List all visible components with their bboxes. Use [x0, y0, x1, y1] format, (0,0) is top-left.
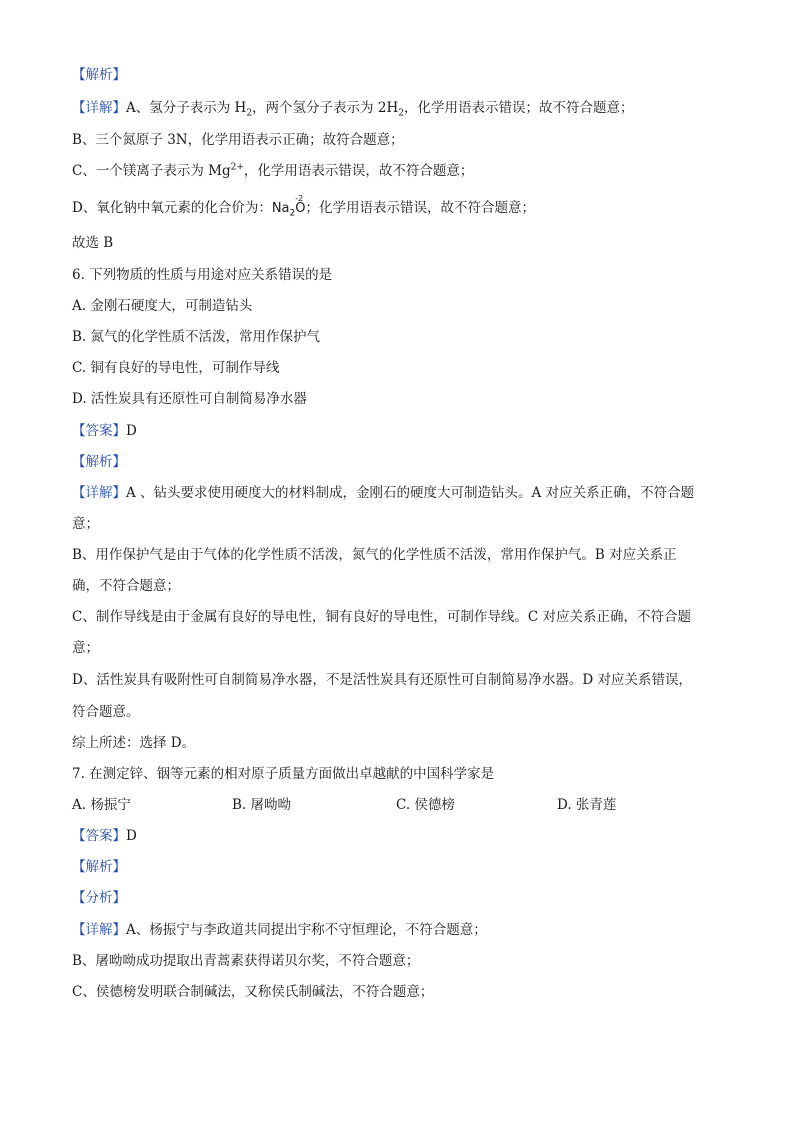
question-6-option-c: C. 铜有良好的导电性，可制作导线 [72, 360, 280, 376]
question-7-breakdown-heading: 【分析】 [72, 890, 126, 906]
question-6-option-a: A. 金刚石硬度大，可制造钻头 [72, 298, 253, 314]
question-7-detail-c: C、侯德榜发明联合制碱法，又称侯氏制碱法，不符合题意； [72, 984, 434, 1000]
question-6-detail-c: C、制作导线是由于金属有良好的导电性，铜有良好的导电性，可制作导线。C 对应关系正确，不符合题 [72, 609, 691, 625]
question-7-option-d: D. 张青莲 [557, 797, 617, 813]
detail-line-c: C、一个镁离子表示为 $Mg^{2+}$，化学用语表示错误，故不符合题意； [72, 162, 474, 179]
question-6-detail-b-cont: 确，不符合题意； [72, 578, 180, 594]
valence-formula: $Na_2$ -2 O [272, 199, 306, 219]
question-6-detail-a-cont: 意； [72, 516, 99, 532]
conclusion: 故选 B [72, 235, 114, 251]
question-6-detail-d-cont: 符合题意。 [72, 704, 140, 720]
valence-mark: -2 [295, 194, 304, 203]
question-7-analysis-heading: 【解析】 [72, 859, 126, 875]
question-7-detail-a: 【详解】A、杨振宁与李政道共同提出宇称不守恒理论，不符合题意； [72, 922, 487, 938]
question-7-option-b: B. 屠呦呦 [232, 797, 292, 813]
detail-line-a: 【详解】A、氢分子表示为 $H_2$，两个氢分子表示为 $2H_2$，化学用语表示错误；故不符合题意； [72, 100, 634, 119]
detail-line-d: D、氧化钠中氧元素的化合价为：$Na_2$ -2 O；化学用语表示错误，故不符合题意； [72, 198, 535, 219]
question-6-option-d: D. 活性炭具有还原性可自制简易净水器 [72, 391, 307, 407]
question-7-option-a: A. 杨振宁 [72, 797, 131, 813]
question-7-option-c: C. 侯德榜 [396, 797, 455, 813]
question-6-detail-c-cont: 意； [72, 640, 99, 656]
question-6-stem: 6. 下列物质的性质与用途对应关系错误的是 [72, 267, 333, 283]
question-7-answer: 【答案】D [72, 828, 137, 844]
question-7-stem: 7. 在测定锌、铟等元素的相对原子质量方面做出卓越献的中国科学家是 [72, 766, 495, 782]
question-6-detail-a: 【详解】A 、钻头要求使用硬度大的材料制成，金刚石的硬度大可制造钻头。A 对应关系正确，不符合题 [72, 485, 695, 501]
question-7-detail-b: B、屠呦呦成功提取出青蒿素获得诺贝尔奖，不符合题意； [72, 953, 420, 969]
detail-heading: 【详解】 [72, 100, 126, 116]
detail-line-b: B、三个氮原子 3N，化学用语表示正确；故符合题意； [72, 132, 404, 148]
analysis-heading: 【解析】 [72, 67, 126, 83]
question-6-answer: 【答案】D [72, 423, 137, 439]
question-6-summary: 综上所述：选择 D。 [72, 735, 196, 751]
question-6-detail-d: D、活性炭具有吸附性可自制简易净水器，不是活性炭具有还原性可自制简易净水器。D 对应关系错误， [72, 672, 692, 688]
question-6-option-b: B. 氮气的化学性质不活泼，常用作保护气 [72, 329, 321, 345]
question-6-detail-b: B、用作保护气是由于气体的化学性质不活泼，氮气的化学性质不活泼，常用作保护气。B 对应关系正 [72, 547, 677, 563]
question-6-analysis-heading: 【解析】 [72, 454, 126, 470]
